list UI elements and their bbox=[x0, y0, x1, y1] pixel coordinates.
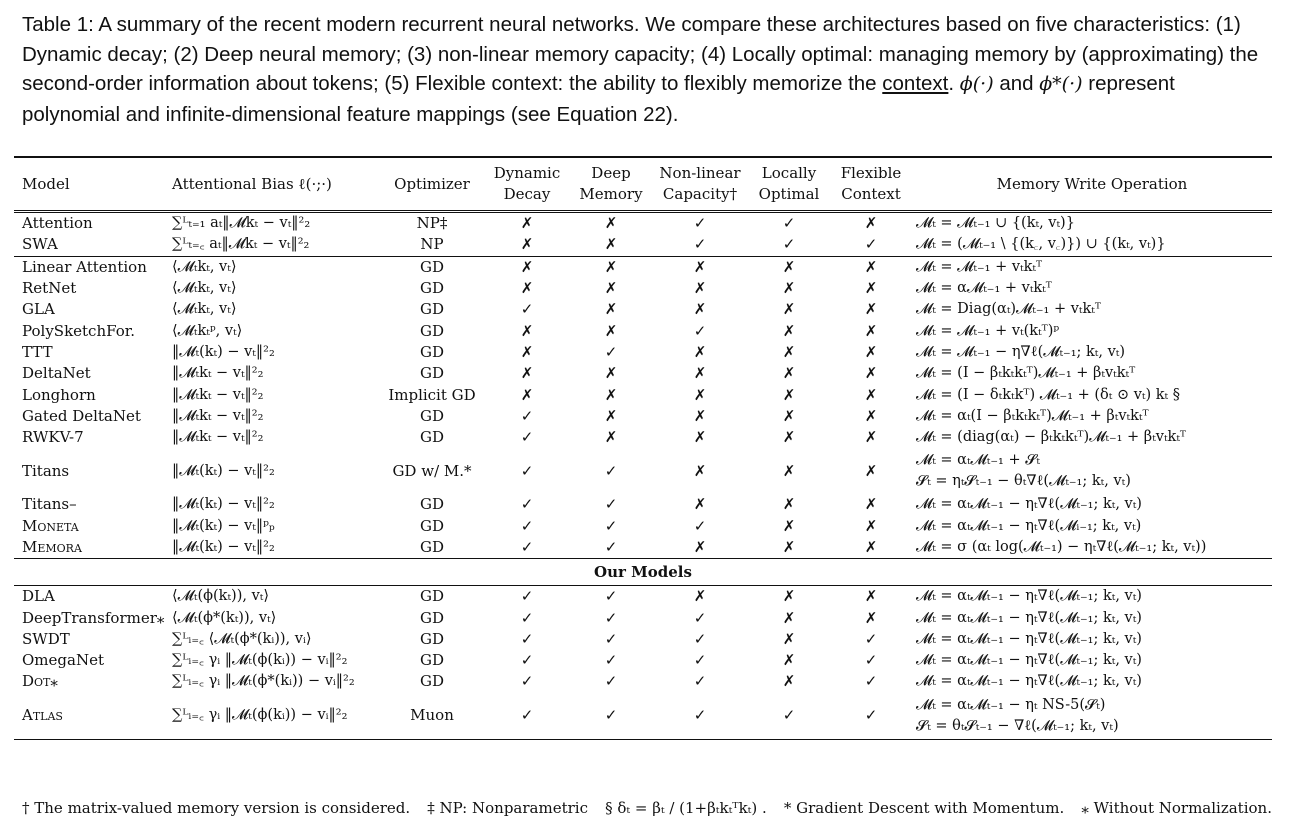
cell-locally-optimal: ✗ bbox=[782, 672, 796, 691]
cell-dynamic-decay: ✓ bbox=[520, 516, 534, 535]
cell-model: OmegaNet bbox=[22, 651, 104, 670]
cell-optimizer: GD bbox=[419, 516, 444, 535]
cell-model: RWKV-7 bbox=[22, 428, 84, 447]
cell-locally-optimal: ✗ bbox=[782, 406, 796, 425]
cell-locally-optimal: ✗ bbox=[782, 651, 796, 670]
cell-flexible-context: ✗ bbox=[830, 256, 912, 278]
cell-deep-memory: ✗ bbox=[604, 385, 618, 404]
cell-flexible-context: ✗ bbox=[864, 461, 878, 480]
cell-locally-optimal: ✗ bbox=[782, 516, 796, 535]
header-deep-memory: Deep Memory bbox=[570, 157, 652, 212]
cell-deep-memory: ✗ bbox=[570, 256, 652, 278]
cell-memory-write-operation: 𝓜ₜ = (𝓜ₜ₋₁ \ {(k꜀, v꜀)}) ∪ {(kₜ, vₜ)} bbox=[916, 236, 1166, 253]
cell-nonlinear-capacity: ✗ bbox=[693, 364, 707, 383]
footnote-double-dagger: ‡ NP: Nonparametric bbox=[427, 799, 588, 817]
footnote-dagger: † The matrix-valued memory version is considered. bbox=[22, 799, 411, 817]
header-nonlinear-capacity: Non-linear Capacity† bbox=[652, 157, 748, 212]
cell-deep-memory: ✓ bbox=[604, 672, 618, 691]
cell-optimizer: GD bbox=[419, 321, 444, 340]
cell-attentional-bias: ⟨𝓜ₜkₜ, vₜ⟩ bbox=[172, 280, 237, 297]
cell-model: DeepTransformer⁎ bbox=[22, 608, 165, 627]
cell-model: Memora bbox=[22, 538, 82, 556]
footnote-asterisk: * Gradient Descent with Momentum. bbox=[783, 799, 1065, 817]
cell-locally-optimal: ✓ bbox=[748, 693, 830, 740]
cell-nonlinear-capacity: ✗ bbox=[693, 461, 707, 480]
cell-dynamic-decay: ✓ bbox=[484, 586, 570, 608]
footnote-section: § δₜ = βₜ / (1+βₜkₜᵀkₜ) . bbox=[605, 799, 767, 817]
footnote-star: ⁎ Without Normalization. bbox=[1081, 799, 1272, 817]
cell-nonlinear-capacity: ✗ bbox=[693, 385, 707, 404]
cell-optimizer: GD bbox=[380, 586, 484, 608]
cell-nonlinear-capacity: ✗ bbox=[693, 279, 707, 298]
cell-optimizer: GD bbox=[419, 651, 444, 670]
cell-model: Gated DeltaNet bbox=[22, 406, 141, 425]
cell-optimizer: GD bbox=[419, 300, 444, 319]
cell-deep-memory: ✓ bbox=[604, 608, 618, 627]
cell-flexible-context: ✗ bbox=[864, 538, 878, 556]
cell-optimizer: GD bbox=[380, 256, 484, 278]
cell-model: RetNet bbox=[22, 279, 77, 298]
table-row bbox=[14, 448, 1272, 494]
cell-model: DLA bbox=[14, 586, 168, 608]
cell-locally-optimal: ✗ bbox=[782, 495, 796, 514]
cell-deep-memory: ✓ bbox=[604, 651, 618, 670]
cell-optimizer: GD bbox=[419, 538, 444, 556]
table-row bbox=[14, 212, 1272, 235]
cell-deep-memory: ✗ bbox=[604, 214, 618, 233]
cell-attentional-bias: ⟨𝓜ₜ(ϕ(kₜ)), vₜ⟩ bbox=[168, 586, 380, 608]
cell-memory-write-operation: 𝓜ₜ = αₜ𝓜ₜ₋₁ − ηₜ∇ℓ(𝓜ₜ₋₁; kₜ, vₜ) bbox=[916, 673, 1142, 690]
caption-mid: . bbox=[948, 72, 960, 95]
cell-dynamic-decay: ✓ bbox=[484, 693, 570, 740]
cell-optimizer: GD bbox=[419, 342, 444, 361]
cell-locally-optimal: ✗ bbox=[782, 364, 796, 383]
table-row bbox=[14, 406, 1272, 427]
cell-model: Longhorn bbox=[22, 385, 96, 404]
cell-locally-optimal: ✗ bbox=[748, 256, 830, 278]
cell-flexible-context: ✗ bbox=[864, 321, 878, 340]
table-row bbox=[14, 494, 1272, 515]
cell-nonlinear-capacity: ✗ bbox=[652, 256, 748, 278]
table-row bbox=[14, 342, 1272, 363]
table-row bbox=[14, 607, 1272, 628]
cell-locally-optimal: ✗ bbox=[782, 385, 796, 404]
cell-model: Dot⁎ bbox=[22, 672, 58, 691]
cell-attentional-bias: ‖𝓜ₜkₜ − vₜ‖²₂ bbox=[172, 407, 264, 424]
cell-dynamic-decay: ✓ bbox=[520, 495, 534, 514]
cell-model: Attention bbox=[22, 214, 93, 233]
cell-memory-write-operation: 𝓜ₜ = 𝓜ₜ₋₁ − η∇ℓ(𝓜ₜ₋₁; kₜ, vₜ) bbox=[916, 343, 1126, 360]
table-row bbox=[14, 629, 1272, 650]
cell-nonlinear-capacity: ✗ bbox=[652, 586, 748, 608]
cell-dynamic-decay: ✓ bbox=[520, 608, 534, 627]
table-row bbox=[14, 384, 1272, 405]
cell-dynamic-decay: ✗ bbox=[520, 364, 534, 383]
table-row bbox=[14, 234, 1272, 256]
cell-attentional-bias: ⟨𝓜ₜ(ϕ*(kₜ)), vₜ⟩ bbox=[172, 609, 277, 626]
section-title: Our Models bbox=[14, 559, 1272, 586]
cell-attentional-bias: ‖𝓜ₜ(kₜ) − vₜ‖²₂ bbox=[172, 539, 275, 555]
cell-dynamic-decay: ✗ bbox=[520, 279, 534, 298]
cell-locally-optimal: ✗ bbox=[782, 461, 796, 480]
cell-nonlinear-capacity: ✓ bbox=[693, 214, 707, 233]
cell-model: TTT bbox=[22, 342, 53, 361]
cell-model: SWDT bbox=[22, 629, 70, 648]
cell-memory-write-operation: 𝓜ₜ = 𝓜ₜ₋₁ + vₜkₜᵀ bbox=[912, 256, 1272, 278]
caption-and: and bbox=[993, 72, 1040, 95]
cell-attentional-bias: ∑ᴸᵢ₌꜀ γᵢ ‖𝓜ₜ(ϕ(kᵢ)) − vᵢ‖²₂ bbox=[172, 652, 348, 669]
cell-flexible-context: ✗ bbox=[830, 586, 912, 608]
cell-dynamic-decay: ✓ bbox=[520, 300, 534, 319]
table-row bbox=[14, 363, 1272, 384]
cell-locally-optimal: ✓ bbox=[782, 235, 796, 254]
cell-dynamic-decay: ✗ bbox=[520, 214, 534, 233]
cell-optimizer: Implicit GD bbox=[388, 385, 476, 404]
cell-nonlinear-capacity: ✗ bbox=[693, 406, 707, 425]
table-caption bbox=[22, 10, 1274, 129]
cell-attentional-bias: ‖𝓜ₜ(kₜ) − vₜ‖ᵖₚ bbox=[172, 517, 275, 534]
header-optimizer: Optimizer bbox=[380, 157, 484, 212]
cell-memory-write-operation: 𝓜ₜ = (diag(αₜ) − βₜkₜkₜᵀ)𝓜ₜ₋₁ + βₜvₜkₜᵀ bbox=[916, 429, 1186, 446]
cell-memory-write-operation: 𝓜ₜ = αₜ𝓜ₜ₋₁ − ηₜ NS-5(𝓢ₜ) 𝓢ₜ = θₜ𝓢ₜ₋₁ − ∇ℓ(𝓜ₜ₋₁; kₜ, vₜ) bbox=[912, 693, 1272, 740]
cell-flexible-context: ✗ bbox=[864, 406, 878, 425]
cell-attentional-bias: ‖𝓜ₜkₜ − vₜ‖²₂ bbox=[172, 429, 264, 446]
cell-flexible-context: ✗ bbox=[864, 300, 878, 319]
cell-deep-memory: ✓ bbox=[604, 461, 618, 480]
cell-optimizer: NP‡ bbox=[416, 214, 448, 233]
cell-model: PolySketchFor. bbox=[22, 321, 136, 340]
cell-model: SWA bbox=[22, 235, 58, 254]
cell-optimizer: GD bbox=[419, 428, 444, 447]
cell-dynamic-decay: ✓ bbox=[520, 538, 534, 556]
cell-optimizer: GD bbox=[419, 608, 444, 627]
cell-attentional-bias: ⟨𝓜ₜkₜᵖ, vₜ⟩ bbox=[172, 322, 243, 339]
cell-memory-write-operation: 𝓜ₜ = αₜ𝓜ₜ₋₁ − ηₜ∇ℓ(𝓜ₜ₋₁; kₜ, vₜ) bbox=[916, 609, 1142, 626]
cell-locally-optimal: ✗ bbox=[748, 586, 830, 608]
cell-deep-memory: ✓ bbox=[604, 516, 618, 535]
cell-memory-write-operation: 𝓜ₜ = αₜ𝓜ₜ₋₁ − ηₜ∇ℓ(𝓜ₜ₋₁; kₜ, vₜ) bbox=[916, 630, 1142, 647]
cell-deep-memory: ✗ bbox=[604, 300, 618, 319]
cell-dynamic-decay: ✗ bbox=[520, 235, 534, 254]
cell-locally-optimal: ✗ bbox=[782, 428, 796, 447]
cell-deep-memory: ✓ bbox=[604, 629, 618, 648]
cell-attentional-bias: ∑ᴸᵢ₌꜀ γᵢ ‖𝓜ₜ(ϕ*(kᵢ)) − vᵢ‖²₂ bbox=[172, 673, 355, 690]
cell-flexible-context: ✓ bbox=[864, 651, 878, 670]
cell-optimizer: GD w/ M.* bbox=[392, 461, 472, 480]
cell-deep-memory: ✓ bbox=[604, 342, 618, 361]
cell-nonlinear-capacity: ✓ bbox=[693, 672, 707, 691]
cell-attentional-bias: ‖𝓜ₜkₜ − vₜ‖²₂ bbox=[172, 365, 264, 382]
cell-locally-optimal: ✗ bbox=[782, 538, 796, 556]
cell-dynamic-decay: ✗ bbox=[520, 385, 534, 404]
table-row bbox=[14, 671, 1272, 692]
caption-phi: ϕ(·) bbox=[959, 73, 994, 95]
cell-attentional-bias: ‖𝓜ₜ(kₜ) − vₜ‖²₂ bbox=[172, 462, 275, 479]
cell-memory-write-operation: 𝓜ₜ = αₜ𝓜ₜ₋₁ + 𝓢ₜ 𝓢ₜ = ηₜ𝓢ₜ₋₁ − θₜ∇ℓ(𝓜ₜ₋₁; kₜ, vₜ) bbox=[916, 452, 1131, 490]
cell-locally-optimal: ✗ bbox=[782, 300, 796, 319]
cell-nonlinear-capacity: ✓ bbox=[693, 629, 707, 648]
cell-model: Moneta bbox=[22, 516, 79, 535]
cell-nonlinear-capacity: ✗ bbox=[693, 342, 707, 361]
cell-memory-write-operation: 𝓜ₜ = αₜ𝓜ₜ₋₁ − ηₜ∇ℓ(𝓜ₜ₋₁; kₜ, vₜ) bbox=[916, 496, 1142, 513]
cell-flexible-context: ✗ bbox=[864, 279, 878, 298]
cell-flexible-context: ✗ bbox=[864, 342, 878, 361]
cell-nonlinear-capacity: ✓ bbox=[693, 651, 707, 670]
cell-nonlinear-capacity: ✗ bbox=[693, 495, 707, 514]
cell-dynamic-decay: ✓ bbox=[520, 629, 534, 648]
cell-attentional-bias: ‖𝓜ₜ(kₜ) − vₜ‖²₂ bbox=[172, 496, 275, 513]
cell-nonlinear-capacity: ✓ bbox=[693, 235, 707, 254]
cell-nonlinear-capacity: ✗ bbox=[693, 300, 707, 319]
cell-locally-optimal: ✗ bbox=[782, 342, 796, 361]
header-row bbox=[14, 157, 1272, 212]
cell-model: Atlas bbox=[14, 693, 168, 740]
caption-phi-star: ϕ*(·) bbox=[1039, 73, 1083, 95]
header-model: Model bbox=[14, 157, 168, 212]
cell-deep-memory: ✗ bbox=[604, 364, 618, 383]
cell-flexible-context: ✓ bbox=[864, 629, 878, 648]
cell-dynamic-decay: ✓ bbox=[520, 428, 534, 447]
summary-table bbox=[14, 156, 1272, 740]
cell-optimizer: GD bbox=[419, 406, 444, 425]
cell-model: GLA bbox=[22, 300, 55, 319]
cell-optimizer: Muon bbox=[380, 693, 484, 740]
cell-nonlinear-capacity: ✓ bbox=[693, 321, 707, 340]
cell-nonlinear-capacity: ✓ bbox=[693, 516, 707, 535]
cell-flexible-context: ✗ bbox=[864, 214, 878, 233]
table-row bbox=[14, 586, 1272, 608]
cell-memory-write-operation: 𝓜ₜ = (I − δₜkₜkᵀ) 𝓜ₜ₋₁ + (δₜ ⊙ vₜ) kₜ § bbox=[916, 386, 1180, 403]
cell-locally-optimal: ✓ bbox=[782, 214, 796, 233]
cell-attentional-bias: ∑ᴸₜ₌₁ aₜ‖𝓜kₜ − vₜ‖²₂ bbox=[172, 215, 311, 232]
cell-memory-write-operation: 𝓜ₜ = Diag(αₜ)𝓜ₜ₋₁ + vₜkₜᵀ bbox=[916, 301, 1101, 318]
cell-model: Titans– bbox=[22, 495, 77, 514]
cell-flexible-context: ✗ bbox=[864, 428, 878, 447]
table-row bbox=[14, 299, 1272, 320]
table-row bbox=[14, 256, 1272, 278]
cell-deep-memory: ✓ bbox=[570, 693, 652, 740]
caption-tail: represent polynomial and infinite-dimensional feature mappings (see Equation 22). bbox=[22, 72, 1175, 126]
cell-locally-optimal: ✗ bbox=[782, 279, 796, 298]
caption-context-underlined: context bbox=[882, 72, 949, 95]
cell-flexible-context: ✗ bbox=[864, 608, 878, 627]
cell-dynamic-decay: ✗ bbox=[520, 342, 534, 361]
section-row-our-models bbox=[14, 559, 1272, 586]
cell-optimizer: GD bbox=[419, 672, 444, 691]
table-body bbox=[14, 212, 1272, 740]
cell-model: DeltaNet bbox=[22, 364, 91, 383]
table-row bbox=[14, 278, 1272, 299]
cell-memory-write-operation: 𝓜ₜ = αₜ(I − βₜkₜkₜᵀ)𝓜ₜ₋₁ + βₜvₜkₜᵀ bbox=[916, 407, 1149, 424]
cell-flexible-context: ✓ bbox=[864, 672, 878, 691]
header-locally-optimal: Locally Optimal bbox=[748, 157, 830, 212]
cell-dynamic-decay: ✓ bbox=[520, 651, 534, 670]
cell-nonlinear-capacity: ✓ bbox=[693, 608, 707, 627]
cell-memory-write-operation: 𝓜ₜ = αₜ𝓜ₜ₋₁ − ηₜ∇ℓ(𝓜ₜ₋₁; kₜ, vₜ) bbox=[916, 652, 1142, 669]
cell-memory-write-operation: 𝓜ₜ = 𝓜ₜ₋₁ + vₜ(kₜᵀ)ᵖ bbox=[916, 322, 1060, 339]
cell-flexible-context: ✗ bbox=[864, 385, 878, 404]
header-memory-write-operation: Memory Write Operation bbox=[912, 157, 1272, 212]
cell-nonlinear-capacity: ✗ bbox=[693, 538, 707, 556]
cell-flexible-context: ✓ bbox=[864, 235, 878, 254]
cell-locally-optimal: ✗ bbox=[782, 629, 796, 648]
cell-nonlinear-capacity: ✓ bbox=[652, 693, 748, 740]
table-row bbox=[14, 427, 1272, 448]
cell-flexible-context: ✗ bbox=[864, 495, 878, 514]
cell-dynamic-decay: ✗ bbox=[484, 256, 570, 278]
cell-deep-memory: ✗ bbox=[604, 406, 618, 425]
table-row bbox=[14, 516, 1272, 537]
cell-deep-memory: ✓ bbox=[604, 538, 618, 556]
cell-attentional-bias: ‖𝓜ₜ(kₜ) − vₜ‖²₂ bbox=[172, 343, 275, 360]
cell-flexible-context: ✓ bbox=[830, 693, 912, 740]
header-attentional-bias: Attentional Bias ℓ(·;·) bbox=[168, 157, 380, 212]
cell-dynamic-decay: ✓ bbox=[520, 672, 534, 691]
cell-attentional-bias: ⟨𝓜ₜkₜ, vₜ⟩ bbox=[172, 301, 237, 318]
cell-memory-write-operation: 𝓜ₜ = α𝓜ₜ₋₁ + vₜkₜᵀ bbox=[916, 280, 1052, 297]
cell-attentional-bias: ‖𝓜ₜkₜ − vₜ‖²₂ bbox=[172, 386, 264, 403]
cell-locally-optimal: ✗ bbox=[782, 608, 796, 627]
cell-deep-memory: ✗ bbox=[604, 279, 618, 298]
cell-memory-write-operation: 𝓜ₜ = σ (αₜ log(𝓜ₜ₋₁) − ηₜ∇ℓ(𝓜ₜ₋₁; kₜ, vₜ)) bbox=[916, 539, 1207, 555]
caption-lead: Table 1: A summary of the recent modern recurrent neural networks. We compare these architectures based on five characteristics: (1) Dynamic decay; (2) Deep neural memory; (3) non-linear memory capacity; (4) Locally optimal: managing memory by (approximating) the second-order information about tokens; (5) Flexible context: the ability to flexibly memorize the bbox=[22, 13, 1259, 95]
cell-memory-write-operation: 𝓜ₜ = (I − βₜkₜkₜᵀ)𝓜ₜ₋₁ + βₜvₜkₜᵀ bbox=[916, 365, 1136, 382]
table-row bbox=[14, 537, 1272, 559]
summary-table-wrapper bbox=[14, 156, 1272, 740]
cell-flexible-context: ✗ bbox=[864, 364, 878, 383]
header-dynamic-decay: Dynamic Decay bbox=[484, 157, 570, 212]
cell-attentional-bias: ∑ᴸᵢ₌꜀ ⟨𝓜ₜ(ϕ*(kᵢ)), vᵢ⟩ bbox=[172, 630, 312, 647]
cell-attentional-bias: ∑ᴸₜ₌꜀ aₜ‖𝓜kₜ − vₜ‖²₂ bbox=[172, 236, 310, 253]
table-row bbox=[14, 320, 1272, 341]
cell-dynamic-decay: ✓ bbox=[520, 406, 534, 425]
cell-deep-memory: ✗ bbox=[604, 235, 618, 254]
cell-attentional-bias: ⟨𝓜ₜkₜ, vₜ⟩ bbox=[168, 256, 380, 278]
cell-dynamic-decay: ✗ bbox=[520, 321, 534, 340]
cell-optimizer: GD bbox=[419, 279, 444, 298]
cell-memory-write-operation: 𝓜ₜ = 𝓜ₜ₋₁ ∪ {(kₜ, vₜ)} bbox=[916, 215, 1075, 232]
cell-nonlinear-capacity: ✗ bbox=[693, 428, 707, 447]
cell-optimizer: GD bbox=[419, 364, 444, 383]
table-row bbox=[14, 650, 1272, 671]
cell-memory-write-operation: 𝓜ₜ = αₜ𝓜ₜ₋₁ − ηₜ∇ℓ(𝓜ₜ₋₁; kₜ, vₜ) bbox=[912, 586, 1272, 608]
cell-attentional-bias: ∑ᴸᵢ₌꜀ γᵢ ‖𝓜ₜ(ϕ(kᵢ)) − vᵢ‖²₂ bbox=[168, 693, 380, 740]
cell-optimizer: GD bbox=[419, 495, 444, 514]
cell-optimizer: NP bbox=[420, 235, 444, 254]
cell-locally-optimal: ✗ bbox=[782, 321, 796, 340]
cell-deep-memory: ✓ bbox=[604, 495, 618, 514]
cell-flexible-context: ✗ bbox=[864, 516, 878, 535]
cell-deep-memory: ✗ bbox=[604, 428, 618, 447]
cell-deep-memory: ✓ bbox=[570, 586, 652, 608]
table-row bbox=[14, 693, 1272, 740]
cell-model: Titans bbox=[22, 461, 70, 480]
header-flexible-context: Flexible Context bbox=[830, 157, 912, 212]
cell-model: Linear Attention bbox=[14, 256, 168, 278]
cell-dynamic-decay: ✓ bbox=[520, 461, 534, 480]
cell-memory-write-operation: 𝓜ₜ = αₜ𝓜ₜ₋₁ − ηₜ∇ℓ(𝓜ᵢ₋₁; kₜ, vₜ) bbox=[916, 517, 1142, 534]
cell-optimizer: GD bbox=[419, 629, 444, 648]
footnotes bbox=[22, 796, 1272, 820]
cell-deep-memory: ✗ bbox=[604, 321, 618, 340]
